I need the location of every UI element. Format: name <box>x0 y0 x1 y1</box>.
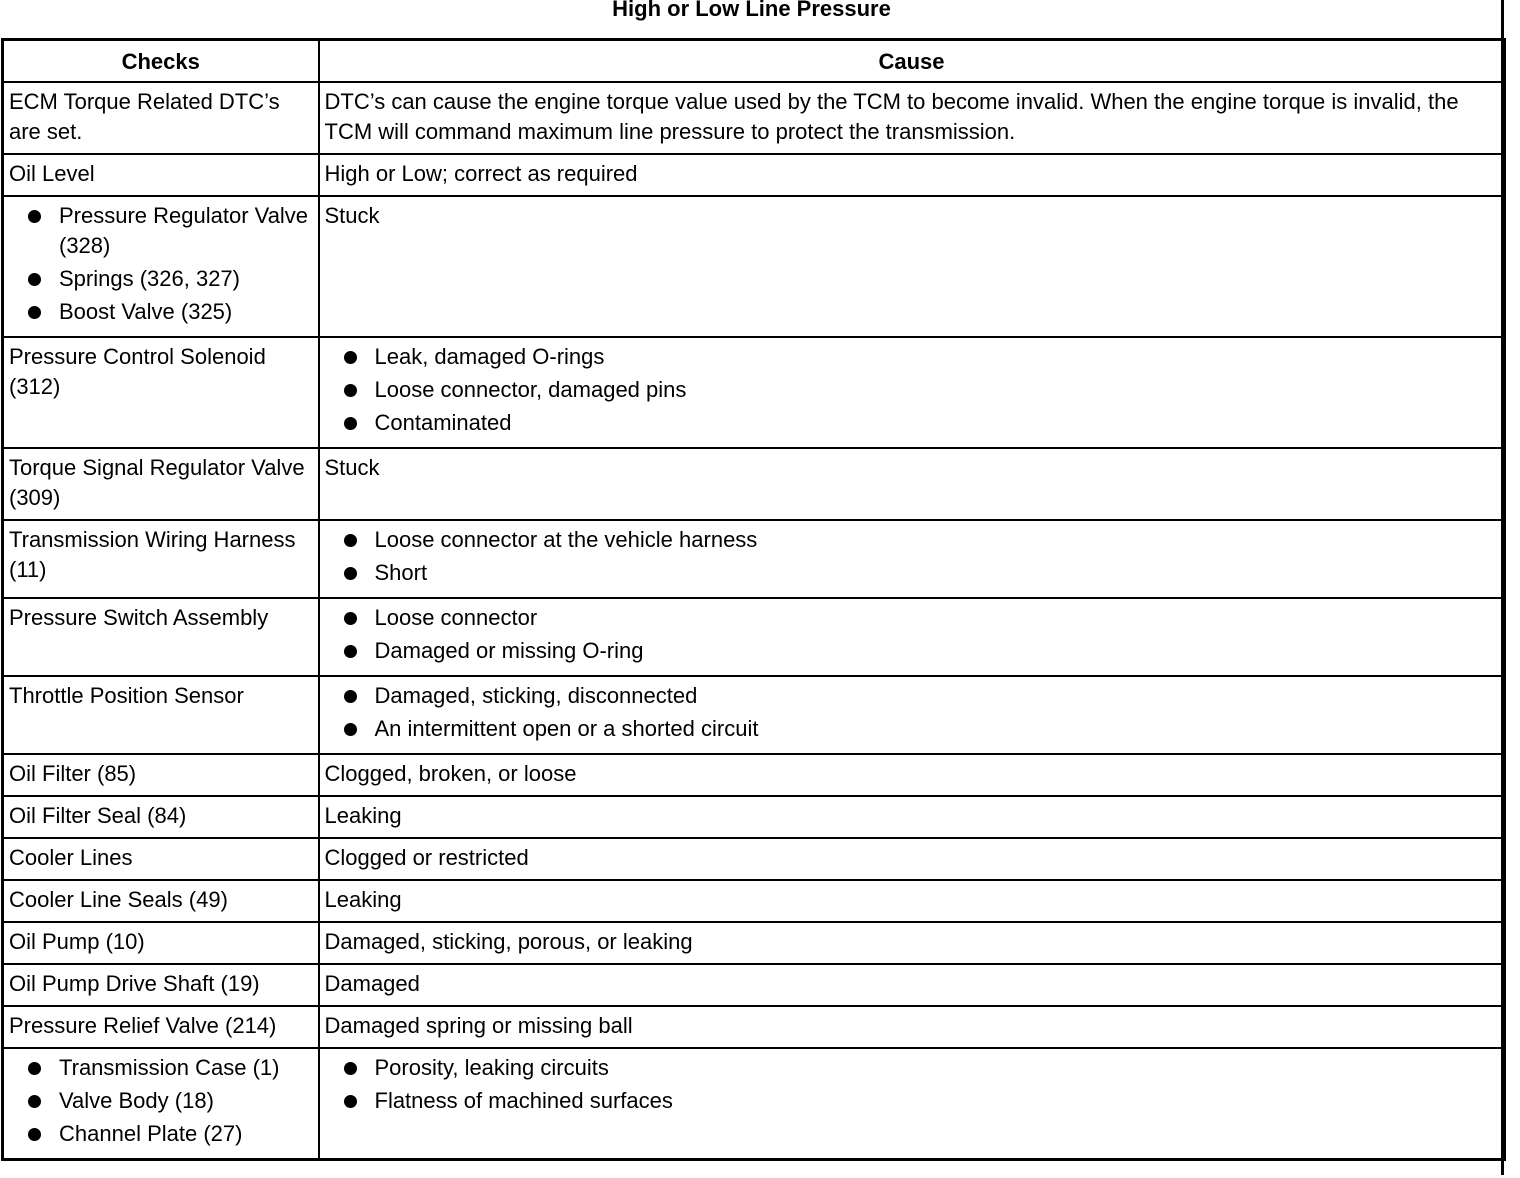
check-item-text: Pressure Regulator Valve (328) <box>59 203 309 258</box>
check-cell: Pressure Relief Valve (214) <box>3 1006 319 1048</box>
table-row <box>3 448 1505 520</box>
bullet-dot-icon <box>344 1062 357 1075</box>
table-title: High or Low Line Pressure <box>612 0 891 21</box>
cause-item-text: Short <box>374 560 428 585</box>
table-row <box>3 796 1505 838</box>
header-row <box>3 40 1505 83</box>
checks-header: Checks <box>3 40 319 83</box>
list-item <box>325 603 1499 633</box>
bullet-dot-icon <box>344 612 357 625</box>
list-item <box>9 1053 313 1083</box>
cause-item-text: An intermittent open or a shorted circuit <box>374 716 759 741</box>
bullet-dot-icon <box>344 645 357 658</box>
table-row <box>3 922 1505 964</box>
bullet-dot-icon <box>28 1095 41 1108</box>
bullet-dot-icon <box>344 690 357 703</box>
table-row <box>3 196 1505 337</box>
list-item <box>325 1086 1499 1116</box>
cause-bullet-list <box>325 603 1499 666</box>
check-item-text: Valve Body (18) <box>59 1088 214 1113</box>
check-cell <box>3 196 319 337</box>
cause-item-text: Flatness of machined surfaces <box>374 1088 673 1113</box>
check-cell <box>3 1048 319 1160</box>
cause-item-text: Loose connector at the vehicle harness <box>374 527 758 552</box>
bullet-dot-icon <box>28 273 41 286</box>
check-cell: Cooler Line Seals (49) <box>3 880 319 922</box>
cause-item-text: Contaminated <box>374 410 512 435</box>
list-item <box>9 264 313 294</box>
cause-bullet-list <box>325 1053 1499 1116</box>
cause-item-text: Porosity, leaking circuits <box>374 1055 609 1080</box>
check-item-text: Transmission Case (1) <box>59 1055 280 1080</box>
cause-header: Cause <box>319 40 1505 83</box>
list-item <box>325 1053 1499 1083</box>
bullet-dot-icon <box>344 567 357 580</box>
check-cell: Throttle Position Sensor <box>3 676 319 754</box>
list-item <box>325 558 1499 588</box>
table-row <box>3 520 1505 598</box>
list-item <box>325 408 1499 438</box>
cause-cell <box>319 676 1505 754</box>
check-cell: Oil Level <box>3 154 319 196</box>
list-item <box>9 1086 313 1116</box>
bullet-dot-icon <box>344 384 357 397</box>
cause-bullet-list <box>325 681 1499 744</box>
cause-bullet-list <box>325 525 1499 588</box>
bullet-dot-icon <box>344 351 357 364</box>
cause-cell: Stuck <box>319 196 1505 337</box>
check-item-text: Boost Valve (325) <box>59 299 233 324</box>
list-item <box>9 297 313 327</box>
cause-cell: Damaged, sticking, porous, or leaking <box>319 922 1505 964</box>
cause-cell: Damaged <box>319 964 1505 1006</box>
list-item <box>325 714 1499 744</box>
check-cell: Pressure Control Solenoid (312) <box>3 337 319 448</box>
bullet-dot-icon <box>28 210 41 223</box>
check-bullet-list <box>9 1053 313 1149</box>
check-cell: Oil Filter (85) <box>3 754 319 796</box>
table-row <box>3 880 1505 922</box>
list-item <box>9 201 313 261</box>
list-item <box>9 1119 313 1149</box>
check-item-text: Channel Plate (27) <box>59 1121 243 1146</box>
check-cell: Oil Pump Drive Shaft (19) <box>3 964 319 1006</box>
diagnostic-table <box>1 38 1506 1161</box>
check-cell: Pressure Switch Assembly <box>3 598 319 676</box>
bullet-dot-icon <box>344 723 357 736</box>
table-row <box>3 838 1505 880</box>
check-cell: Oil Filter Seal (84) <box>3 796 319 838</box>
table-row <box>3 1048 1505 1160</box>
cause-cell: Leaking <box>319 880 1505 922</box>
list-item <box>325 636 1499 666</box>
cause-cell <box>319 1048 1505 1160</box>
cause-cell: Clogged or restricted <box>319 838 1505 880</box>
check-cell: ECM Torque Related DTC’s are set. <box>3 82 319 154</box>
list-item <box>325 375 1499 405</box>
table-row <box>3 676 1505 754</box>
table-row <box>3 964 1505 1006</box>
cause-item-text: Damaged, sticking, disconnected <box>374 683 698 708</box>
cause-item-text: Loose connector <box>374 605 538 630</box>
cause-cell: Clogged, broken, or loose <box>319 754 1505 796</box>
cause-cell <box>319 337 1505 448</box>
list-item <box>325 525 1499 555</box>
bullet-dot-icon <box>28 306 41 319</box>
cause-cell <box>319 598 1505 676</box>
table-row <box>3 337 1505 448</box>
table-row <box>3 82 1505 154</box>
table-row <box>3 154 1505 196</box>
check-bullet-list <box>9 201 313 327</box>
cause-item-text: Leak, damaged O-rings <box>374 344 605 369</box>
cause-cell: Damaged spring or missing ball <box>319 1006 1505 1048</box>
bullet-dot-icon <box>28 1062 41 1075</box>
list-item <box>325 342 1499 372</box>
cause-bullet-list <box>325 342 1499 438</box>
table-row <box>3 754 1505 796</box>
check-cell: Torque Signal Regulator Valve (309) <box>3 448 319 520</box>
bullet-dot-icon <box>344 417 357 430</box>
cause-cell: High or Low; correct as required <box>319 154 1505 196</box>
cause-cell: Leaking <box>319 796 1505 838</box>
table-row <box>3 598 1505 676</box>
check-item-text: Springs (326, 327) <box>59 266 240 291</box>
list-item <box>325 681 1499 711</box>
bullet-dot-icon <box>28 1128 41 1141</box>
bullet-dot-icon <box>344 1095 357 1108</box>
table-row <box>3 1006 1505 1048</box>
bullet-dot-icon <box>344 534 357 547</box>
check-cell: Oil Pump (10) <box>3 922 319 964</box>
cause-cell <box>319 520 1505 598</box>
cause-cell: DTC’s can cause the engine torque value used by the TCM to become invalid. When the engine torque is invalid, the TCM will command maximum line pressure to protect the transmission. <box>319 82 1505 154</box>
cause-cell: Stuck <box>319 448 1505 520</box>
cause-item-text: Loose connector, damaged pins <box>374 377 687 402</box>
check-cell: Cooler Lines <box>3 838 319 880</box>
check-cell: Transmission Wiring Harness (11) <box>3 520 319 598</box>
cause-item-text: Damaged or missing O-ring <box>374 638 644 663</box>
